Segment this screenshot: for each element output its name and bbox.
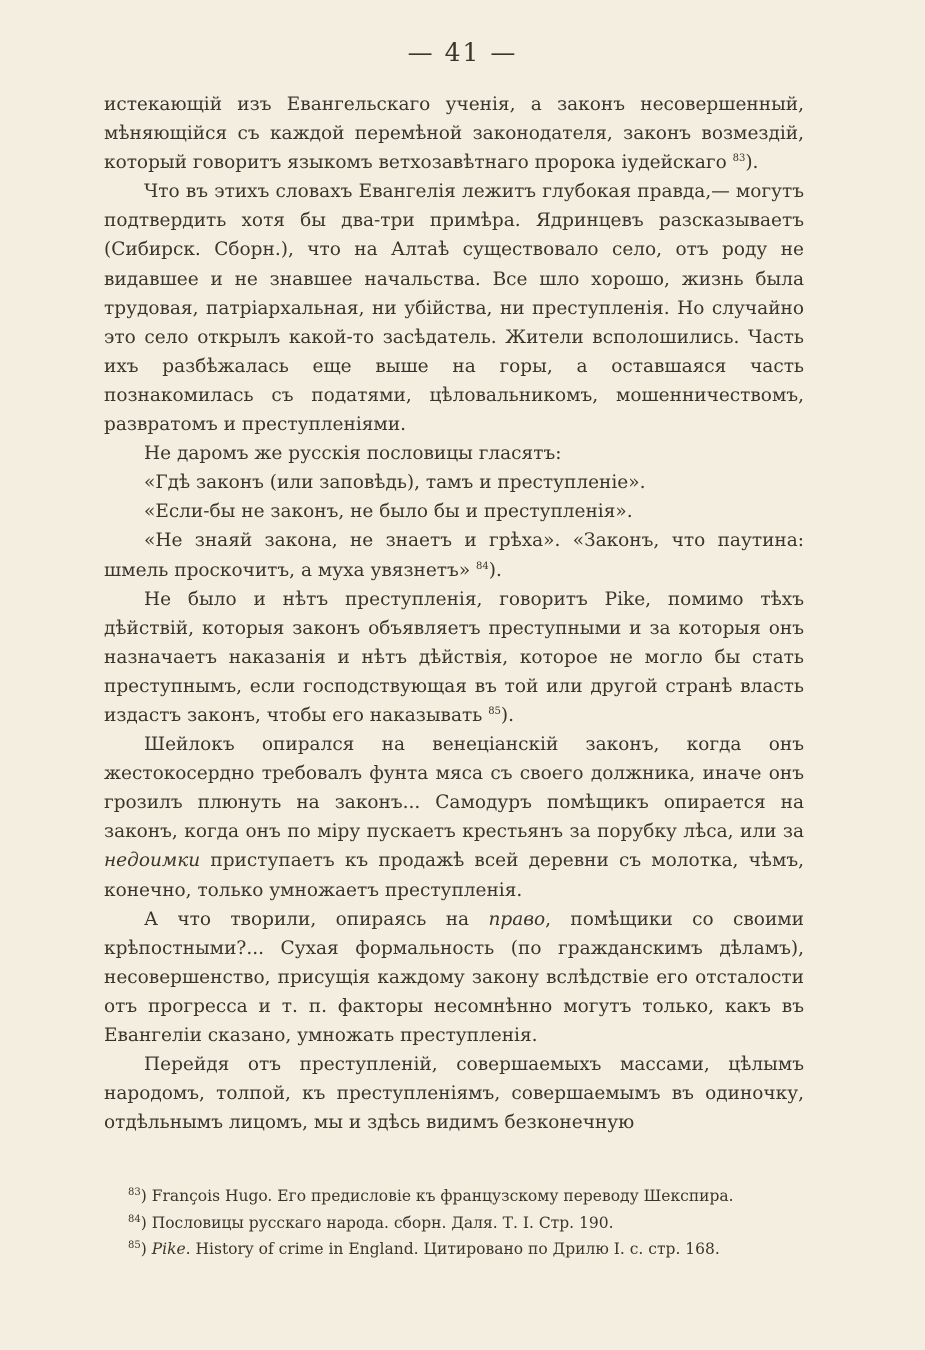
- paragraph: [104, 177, 804, 439]
- paragraph: [104, 730, 804, 905]
- text-run: «Не знаяй закона, не знаетъ и грѣха». «Законъ, что паутина: шмель проскочитъ, а муха увязнетъ»: [104, 530, 804, 581]
- paragraph: [104, 439, 804, 468]
- text-run: А что творили, опираясь на: [144, 908, 489, 930]
- emphasized-text: недоимки: [104, 850, 201, 872]
- footnote-ref: 85: [488, 705, 501, 717]
- body-text: [104, 90, 804, 1137]
- text-run: ).: [500, 704, 515, 726]
- emphasized-text: право: [488, 908, 546, 930]
- text-run: Что въ этихъ словахъ Евангелія лежитъ глубокая правда,— могутъ подтвердить хотя бы два-три примѣра. Ядринцевъ разсказываетъ (Сибирск. Сборн.), что на Алтаѣ существовало село, отъ роду не видавшее и не знавшее начальства. Все шло хорошо, жизнь была трудовая, патріархальная, ни убійства, ни преступленія. Но случайно это село открылъ какой-то засѣдатель. Жители всполошились. Часть ихъ разбѣжалась еще выше на горы, а оставшаяся часть познакомилась съ податями, цѣловальникомъ, мошенничествомъ, развратомъ и преступленіями.: [104, 181, 804, 436]
- footnote-ref: 84: [476, 560, 489, 572]
- text-run: . History of crime in England. Цитировано по Дрилю I. с. стр. 168.: [185, 1240, 720, 1258]
- footnote-ref: 83: [128, 1186, 141, 1198]
- text-run: Не даромъ же русскія пословицы гласятъ:: [144, 443, 562, 465]
- text-run: «Если-бы не законъ, не было бы и преступленія».: [144, 501, 633, 523]
- emphasized-text: Pike: [151, 1240, 186, 1258]
- paragraph: [104, 90, 804, 177]
- paragraph: [104, 526, 804, 584]
- paragraph: [104, 1050, 804, 1137]
- footnote-ref: 83: [732, 153, 746, 165]
- text-run: Перейдя отъ преступленій, совершаемыхъ массами, цѣлымъ народомъ, толпой, къ преступленіямъ, совершаемымъ въ одиночку, отдѣльнымъ лицомъ, мы и здѣсь видимъ безконечную: [104, 1054, 804, 1134]
- text-run: ).: [488, 559, 502, 581]
- text-run: ) Пословицы русскаго народа. сборн. Даля. Т. I. Стр. 190.: [140, 1213, 614, 1232]
- text-run: «Гдѣ законъ (или заповѣдь), тамъ и преступленіе».: [144, 472, 646, 494]
- text-run: Шейлокъ опирался на венеціанскій законъ, когда онъ жестокосердно требовалъ фунта мяса съ своего должника, иначе онъ грозилъ плюнуть на законъ... Самодуръ помѣщикъ опирается на законъ, когда онъ по міру пускаетъ крестьянъ за порубку лѣса, или за: [104, 734, 804, 843]
- text-run: Не было и нѣтъ преступленія, говоритъ Pike, помимо тѣхъ дѣйствій, которыя законъ объявляетъ преступными и за которыя онъ назначаетъ наказанія и нѣтъ дѣйствія, которое не могло бы стать преступнымъ, если господствующая въ той или другой странѣ власть издастъ законъ, чтобы его наказывать: [104, 588, 804, 726]
- footnote: [104, 1210, 804, 1237]
- text-run: , помѣщики со своими крѣпостными?... Сухая формальность (по гражданскимъ дѣламъ), несовершенство, присущія каждому закону вслѣдствіе его отсталости отъ прогресса и т. п. факторы несомнѣнно могутъ только, какъ въ Евангеліи сказано, умножать преступленія.: [104, 908, 804, 1046]
- text-run: ) François Hugo. Его предисловіе къ французскому переводу Шекспира.: [140, 1187, 734, 1205]
- footnote-ref: 84: [128, 1213, 141, 1225]
- paragraph: [104, 585, 804, 730]
- page-number: — 41 —: [407, 38, 518, 67]
- text-run: ): [140, 1240, 152, 1258]
- paragraph: [104, 905, 804, 1050]
- footnote-ref: 85: [128, 1239, 141, 1251]
- paragraph: [104, 497, 804, 526]
- paragraph: [104, 468, 804, 497]
- footnotes: [104, 1183, 804, 1263]
- text-run: ).: [745, 152, 759, 174]
- footnote: [104, 1183, 804, 1210]
- footnote: [104, 1236, 804, 1263]
- text-run: истекающій изъ Евангельскаго ученія, а законъ несовершенный, мѣняющійся съ каждой перемѣной законодателя, законъ возмездій, который говоритъ языкомъ ветхозавѣтнаго пророка іудейскаго: [104, 94, 804, 174]
- text-run: приступаетъ къ продажѣ всей деревни съ молотка, чѣмъ, конечно, только умножаетъ преступленія.: [104, 850, 804, 901]
